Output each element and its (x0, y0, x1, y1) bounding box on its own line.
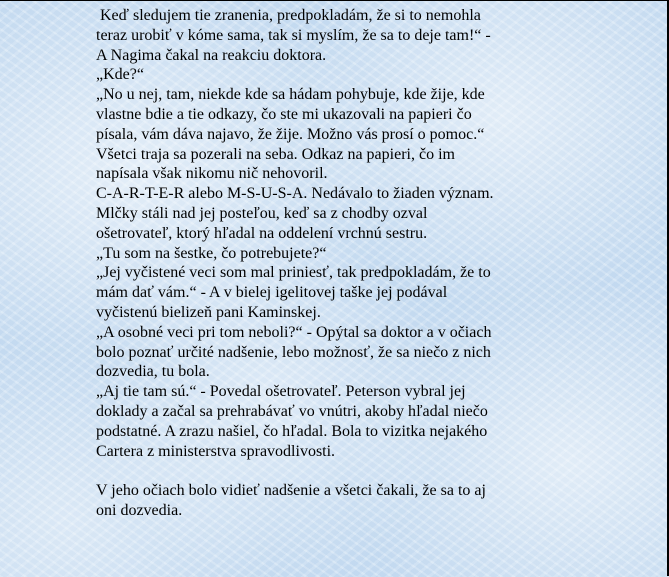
text-line: V jeho očiach bolo vidieť nadšenie a všetci čakali, že sa to aj (96, 482, 486, 500)
text-line: bolo poznať určité nadšenie, lebo možnosť, že sa niečo z nich (96, 343, 491, 361)
text-line: oni dozvedia. (96, 501, 183, 519)
text-line: C-A-R-T-E-R alebo M-S-U-S-A. Nedávalo to žiaden význam. (96, 185, 494, 203)
text-line: písala, vám dáva najavo, že žije. Možno vás prosí o pomoc.“ (96, 125, 485, 143)
text-line: vlastne bdie a tie odkazy, čo ste mi ukazovali na papieri čo (96, 105, 472, 123)
text-line: Cartera z ministerstva spravodlivosti. (96, 442, 336, 460)
text-line: „No u nej, tam, niekde kde sa hádam pohybuje, kde žije, kde (96, 86, 485, 104)
text-line: napísala však nikomu nič nehovoril. (96, 165, 328, 183)
text-line: „Aj tie tam sú.“ - Povedal ošetrovateľ. Peterson vybral jej (96, 383, 466, 401)
text-line: podstatné. A zrazu našiel, čo hľadal. Bola to vizitka nejakého (96, 422, 488, 440)
text-line: vyčistenú bielizeň pani Kaminskej. (96, 303, 321, 321)
text-line: dozvedia, tu bola. (96, 363, 210, 381)
text-line: mám dať vám.“ - A v bielej igelitovej taške jej podával (96, 284, 448, 302)
text-line: „Tu som na šestke, čo potrebujete?“ (96, 244, 327, 262)
text-line: doklady a začal sa prehrabávať vo vnútri, akoby hľadal niečo (96, 402, 488, 420)
text-line: Mlčky stáli nad jej posteľou, keď sa z chodby ozval (96, 204, 428, 222)
text-line: ošetrovateľ, ktorý hľadal na oddelení vrchnú sestru. (96, 224, 428, 242)
text-line: „Jej vyčistené veci som mal priniesť, tak predpokladám, že to (96, 264, 491, 282)
text-line: Všetci traja sa pozerali na seba. Odkaz na papieri, čo im (96, 145, 455, 163)
text-line: „A osobné veci pri tom neboli?“ - Opýtal sa doktor a v očiach (96, 323, 492, 341)
blank-line (96, 461, 596, 481)
text-line: Keď sledujem tie zranenia, predpokladám, že si to nemohla (96, 7, 481, 24)
document-body (96, 6, 596, 521)
text-line: „Kde?“ (96, 66, 144, 84)
text-line: A Nagima čakal na reakciu doktora. (96, 46, 327, 64)
text-line: teraz urobiť v kóme sama, tak si myslím, že sa to deje tam!“ - (96, 26, 491, 44)
